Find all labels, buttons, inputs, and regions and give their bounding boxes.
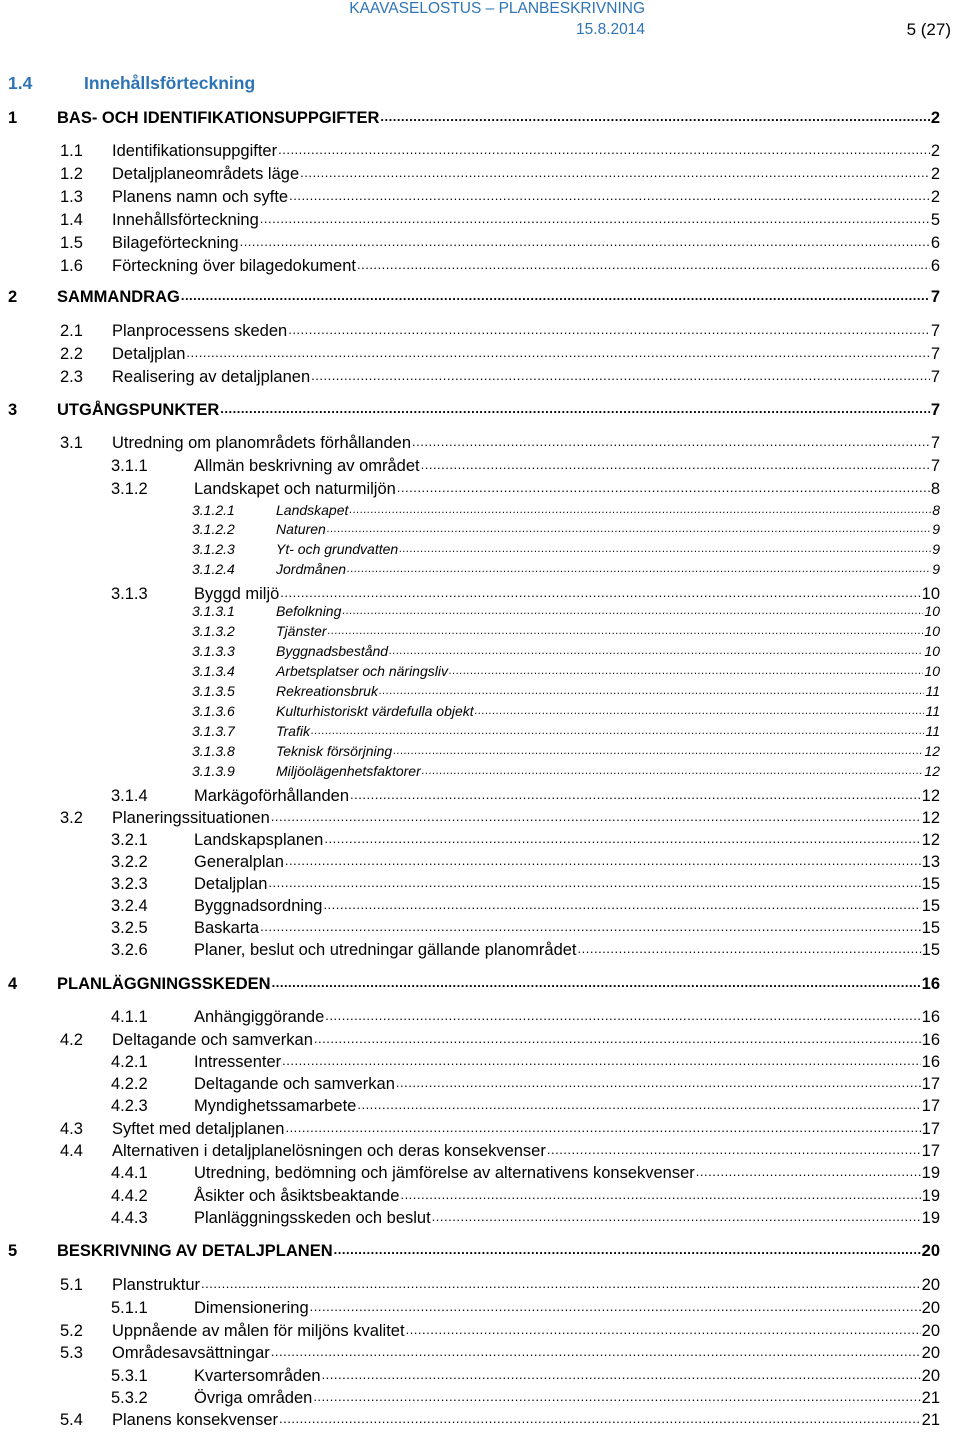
toc-dot-leader	[311, 365, 930, 382]
toc-entry-number: 4	[8, 974, 18, 993]
toc-dot-leader	[288, 319, 930, 336]
toc-entry-page: 9	[932, 541, 940, 557]
toc-entry-title: Övriga områden	[194, 1388, 313, 1407]
toc-entry[interactable]	[60, 1319, 940, 1340]
toc-entry-title: Jordmånen	[276, 561, 347, 577]
toc-dot-leader	[380, 106, 929, 123]
toc-entry[interactable]	[111, 1161, 940, 1182]
toc-entry-number: 5.2	[60, 1321, 83, 1340]
toc-entry[interactable]	[111, 828, 940, 849]
toc-entry[interactable]	[192, 722, 940, 739]
toc-entry-number: 4.4.2	[111, 1186, 148, 1205]
toc-dot-leader	[285, 1117, 920, 1134]
toc-entry-page: 15	[921, 940, 940, 959]
toc-dot-leader	[311, 722, 924, 736]
toc-entry-page: 2	[930, 108, 940, 127]
toc-entry-number: 3.1.3.4	[192, 663, 235, 679]
toc-entry-page: 8	[930, 479, 940, 498]
toc-entry-page: 2	[930, 187, 940, 206]
toc-entry[interactable]	[192, 642, 940, 659]
toc-entry[interactable]	[192, 682, 940, 699]
toc-entry-title: Dimensionering	[194, 1298, 309, 1317]
toc-entry-title: Uppnående av målen för miljöns kvalitet	[112, 1321, 405, 1340]
toc-entry-title: Intressenter	[194, 1052, 282, 1071]
toc-entry-page: 20	[921, 1343, 940, 1362]
toc-dot-leader	[300, 162, 930, 179]
toc-entry-title: Markägoförhållanden	[194, 786, 350, 805]
toc-dot-leader	[400, 1184, 920, 1201]
toc-entry-title: Detaljplaneområdets läge	[112, 164, 300, 183]
toc-entry[interactable]	[60, 208, 940, 229]
toc-entry-title: Trafik	[276, 723, 310, 739]
toc-entry-title: Byggnadsbestånd	[276, 643, 389, 659]
toc-entry-page: 2	[930, 141, 940, 160]
toc-entry-number: 4.1.1	[111, 1007, 148, 1026]
toc-entry[interactable]	[111, 784, 940, 805]
section-heading-title: Innehållsförteckning	[84, 73, 256, 93]
toc-entry-number: 3.1.3.7	[192, 723, 235, 739]
toc-entry-number: 3.1.4	[111, 786, 148, 805]
toc-entry-title: Kulturhistoriskt värdefulla objekt	[276, 703, 474, 719]
toc-entry-page: 11	[925, 703, 940, 719]
toc-entry-number: 5.3	[60, 1343, 83, 1362]
toc-entry-page: 2	[930, 164, 940, 183]
toc-entry-page: 7	[930, 344, 940, 363]
toc-entry-number: 5.4	[60, 1410, 83, 1429]
header-page-number: 5 (27)	[906, 20, 951, 39]
toc-entry-title: Planstruktur	[112, 1275, 201, 1294]
toc-entry-page: 6	[930, 233, 940, 252]
toc-dot-leader	[323, 894, 920, 911]
toc-dot-leader	[201, 1273, 921, 1290]
toc-entry-title: Planens namn och syfte	[112, 187, 289, 206]
toc-dot-leader	[313, 1386, 920, 1403]
toc-entry-page: 11	[925, 683, 940, 699]
toc-entry-title: Områdesavsättningar	[112, 1343, 270, 1362]
toc-entry-page: 12	[921, 786, 940, 805]
toc-entry-number: 1.6	[60, 256, 83, 275]
toc-entry[interactable]	[111, 477, 940, 498]
toc-dot-leader	[696, 1161, 921, 1178]
toc-entry-title: UTGÅNGSPUNKTER	[57, 400, 220, 419]
toc-entry-title: Tjänster	[276, 623, 327, 639]
toc-entry-page: 21	[921, 1388, 940, 1407]
toc-entry[interactable]	[8, 972, 940, 993]
toc-entry-title: Generalplan	[194, 852, 284, 871]
toc-entry-number: 3.1.3	[111, 584, 148, 603]
toc-dot-leader	[399, 540, 931, 554]
toc-dot-leader	[271, 806, 921, 823]
toc-entry[interactable]	[8, 398, 940, 419]
toc-dot-leader	[268, 872, 920, 889]
toc-entry-number: 3.1	[60, 433, 83, 452]
toc-entry-page: 16	[921, 1030, 940, 1049]
toc-dot-leader	[547, 1139, 921, 1156]
toc-entry-page: 11	[925, 723, 940, 739]
toc-entry-title: Syftet med detaljplanen	[112, 1119, 285, 1138]
toc-entry-page: 21	[921, 1410, 940, 1429]
toc-entry-page: 20	[921, 1241, 940, 1260]
toc-entry-number: 1.5	[60, 233, 83, 252]
toc-entry-page: 10	[924, 603, 940, 619]
toc-entry-title: Planer, beslut och utredningar gällande planområdet	[194, 940, 577, 959]
toc-entry-title: Planläggningsskeden och beslut	[194, 1208, 431, 1227]
toc-entry-number: 3.1.3.8	[192, 743, 235, 759]
toc-entry-page: 7	[930, 400, 940, 419]
header-document-title: KAAVASELOSTUS – PLANBESKRIVNING	[349, 0, 645, 17]
toc-entry-title: Landskapet och naturmiljön	[194, 479, 396, 498]
toc-entry[interactable]	[192, 540, 940, 557]
toc-entry-title: SAMMANDRAG	[57, 287, 180, 306]
toc-dot-leader	[282, 1050, 921, 1067]
toc-entry-title: BAS- OCH IDENTIFIKATIONSUPPGIFTER	[57, 108, 380, 127]
toc-dot-leader	[322, 1364, 921, 1381]
toc-entry-number: 4.2.3	[111, 1096, 148, 1115]
toc-entry-number: 4.4	[60, 1141, 83, 1160]
toc-entry-number: 3.2.4	[111, 896, 148, 915]
toc-entry-number: 3.2.1	[111, 830, 148, 849]
toc-entry[interactable]	[60, 1273, 940, 1294]
toc-entry-title: Innehållsförteckning	[112, 210, 259, 229]
toc-entry[interactable]	[60, 806, 940, 827]
toc-entry-page: 13	[921, 852, 940, 871]
toc-entry-title: Alternativen i detaljplanelösningen och deras konsekvenser	[112, 1141, 546, 1160]
toc-entry-title: Deltagande och samverkan	[194, 1074, 395, 1093]
toc-dot-leader	[260, 208, 930, 225]
toc-entry-page: 10	[924, 663, 940, 679]
toc-dot-leader	[347, 560, 931, 574]
toc-entry-number: 3.1.2.2	[192, 521, 235, 537]
toc-dot-leader	[271, 1341, 921, 1358]
toc-entry-number: 2.3	[60, 367, 83, 386]
toc-entry-title: Miljöolägenhetsfaktorer	[276, 763, 421, 779]
toc-entry[interactable]	[60, 185, 940, 206]
toc-entry-title: Utredning, bedömning och jämförelse av alternativens konsekvenser	[194, 1163, 695, 1182]
toc-entry-number: 4.2.1	[111, 1052, 148, 1071]
toc-entry-number: 3.1.2	[111, 479, 148, 498]
toc-dot-leader	[421, 454, 930, 471]
toc-entry[interactable]	[60, 319, 940, 340]
toc-entry-title: Realisering av detaljplanen	[112, 367, 311, 386]
toc-entry-number: 3.1.3.6	[192, 703, 235, 719]
toc-entry-title: Åsikter och åsiktsbeaktande	[194, 1186, 400, 1205]
toc-entry-page: 16	[921, 974, 940, 993]
toc-entry-page: 19	[921, 1208, 940, 1227]
toc-entry[interactable]	[111, 894, 940, 915]
toc-entry-number: 1.1	[60, 141, 83, 160]
toc-dot-leader	[422, 762, 924, 776]
toc-dot-leader	[181, 285, 930, 302]
toc-dot-leader	[220, 398, 930, 415]
toc-entry-title: Teknisk försörjning	[276, 743, 393, 759]
toc-entry-number: 2.2	[60, 344, 83, 363]
toc-entry[interactable]	[60, 1408, 940, 1429]
toc-entry-title: Planprocessens skeden	[112, 321, 288, 340]
toc-entry-number: 2	[8, 287, 18, 306]
toc-dot-leader	[389, 642, 923, 656]
toc-entry-page: 17	[921, 1096, 940, 1115]
toc-entry-number: 1.3	[60, 187, 83, 206]
toc-entry-page: 7	[930, 433, 940, 452]
toc-entry-title: Byggd miljö	[194, 584, 280, 603]
toc-entry[interactable]	[60, 162, 940, 183]
toc-dot-leader	[396, 1072, 921, 1089]
toc-entry-page: 17	[921, 1119, 940, 1138]
toc-dot-leader	[278, 139, 930, 156]
toc-entry[interactable]	[111, 872, 940, 893]
toc-dot-leader	[357, 254, 930, 271]
toc-entry[interactable]	[60, 231, 940, 252]
toc-dot-leader	[314, 1028, 921, 1045]
toc-entry-number: 3.1.2.1	[192, 502, 235, 518]
toc-entry-number: 5	[8, 1241, 18, 1260]
toc-entry-page: 20	[921, 1275, 940, 1294]
toc-dot-leader	[393, 742, 923, 756]
toc-entry-number: 3	[8, 400, 18, 419]
toc-entry-number: 3.2.6	[111, 940, 148, 959]
toc-entry-number: 3.2	[60, 808, 83, 827]
toc-entry-page: 12	[924, 763, 940, 779]
toc-entry-number: 3.2.2	[111, 852, 148, 871]
toc-entry-title: BESKRIVNING AV DETALJPLANEN	[57, 1241, 333, 1260]
toc-entry[interactable]	[111, 582, 940, 603]
toc-dot-leader	[272, 972, 921, 989]
toc-entry-page: 7	[930, 456, 940, 475]
toc-entry-page: 16	[921, 1007, 940, 1026]
toc-entry-title: Rekreationsbruk	[276, 683, 378, 699]
toc-entry-page: 10	[924, 623, 940, 639]
toc-entry-title: Detaljplan	[194, 874, 268, 893]
toc-entry-number: 4.2	[60, 1030, 83, 1049]
toc-entry-number: 4.4.3	[111, 1208, 148, 1227]
toc-entry-page: 9	[932, 561, 940, 577]
toc-dot-leader	[412, 431, 930, 448]
toc-entry-number: 3.1.1	[111, 456, 148, 475]
toc-entry[interactable]	[111, 1386, 940, 1407]
toc-entry-title: Landskapet	[276, 502, 349, 518]
section-heading-number: 1.4	[8, 73, 33, 93]
toc-dot-leader	[449, 662, 923, 676]
toc-entry-title: Yt- och grundvatten	[276, 541, 399, 557]
toc-entry[interactable]	[192, 762, 940, 779]
toc-entry-page: 17	[921, 1074, 940, 1093]
toc-entry-page: 9	[932, 521, 940, 537]
toc-entry-page: 20	[921, 1321, 940, 1340]
toc-entry[interactable]	[60, 1117, 940, 1138]
toc-dot-leader	[279, 1408, 921, 1425]
toc-entry-title: Identifikationsuppgifter	[112, 141, 278, 160]
section-heading	[8, 73, 255, 94]
toc-dot-leader	[310, 1296, 921, 1313]
toc-entry-title: Landskapsplanen	[194, 830, 324, 849]
toc-entry[interactable]	[192, 501, 940, 518]
toc-entry[interactable]	[192, 560, 940, 577]
toc-entry-number: 3.2.5	[111, 918, 148, 937]
toc-dot-leader	[350, 784, 921, 801]
toc-dot-leader	[260, 916, 921, 933]
toc-entry[interactable]	[60, 139, 940, 160]
toc-entry-page: 19	[921, 1163, 940, 1182]
toc-entry[interactable]	[60, 431, 940, 452]
toc-entry[interactable]	[111, 1005, 940, 1026]
toc-entry-number: 4.2.2	[111, 1074, 148, 1093]
toc-dot-leader	[432, 1206, 921, 1223]
toc-entry[interactable]	[60, 365, 940, 386]
toc-entry-page: 8	[932, 502, 940, 518]
toc-entry-number: 3.1.2.3	[192, 541, 235, 557]
toc-entry-page: 7	[930, 367, 940, 386]
toc-entry[interactable]	[192, 602, 940, 619]
toc-dot-leader	[334, 1239, 921, 1256]
toc-dot-leader	[357, 1094, 920, 1111]
toc-entry-title: Befolkning	[276, 603, 342, 619]
toc-entry-title: Baskarta	[194, 918, 260, 937]
toc-entry-title: Arbetsplatser och näringsliv	[276, 663, 448, 679]
toc-dot-leader	[406, 1319, 921, 1336]
toc-entry-page: 10	[924, 643, 940, 659]
toc-entry-title: Byggnadsordning	[194, 896, 323, 915]
toc-entry-number: 5.3.2	[111, 1388, 148, 1407]
toc-entry[interactable]	[111, 1364, 940, 1385]
toc-entry-title: Förteckning över bilagedokument	[112, 256, 356, 275]
toc-entry[interactable]	[111, 1094, 940, 1115]
toc-entry-number: 2.1	[60, 321, 83, 340]
toc-dot-leader	[186, 342, 929, 359]
toc-entry[interactable]	[60, 1139, 940, 1160]
toc-entry-title: Bilageförteckning	[112, 233, 239, 252]
toc-entry[interactable]	[60, 1341, 940, 1362]
toc-entry[interactable]	[8, 285, 940, 306]
toc-entry-number: 1.4	[60, 210, 83, 229]
toc-entry-number: 5.1.1	[111, 1298, 148, 1317]
toc-entry-page: 12	[924, 743, 940, 759]
toc-entry-title: Anhängiggörande	[194, 1007, 325, 1026]
toc-entry-title: Utredning om planområdets förhållanden	[112, 433, 412, 452]
toc-entry-page: 6	[930, 256, 940, 275]
toc-entry-page: 20	[921, 1298, 940, 1317]
toc-dot-leader	[349, 501, 931, 515]
toc-entry[interactable]	[111, 1296, 940, 1317]
toc-entry[interactable]	[111, 1184, 940, 1205]
toc-dot-leader	[475, 702, 925, 716]
toc-entry-page: 5	[930, 210, 940, 229]
toc-entry[interactable]	[192, 702, 940, 719]
toc-entry-number: 3.1.3.5	[192, 683, 235, 699]
toc-entry-number: 5.1	[60, 1275, 83, 1294]
toc-entry[interactable]	[60, 254, 940, 275]
toc-entry[interactable]	[60, 1028, 940, 1049]
toc-entry-title: Kvartersområden	[194, 1366, 321, 1385]
toc-entry-page: 19	[921, 1186, 940, 1205]
toc-entry[interactable]	[111, 1072, 940, 1093]
toc-dot-leader	[280, 582, 920, 599]
toc-entry-page: 12	[921, 830, 940, 849]
toc-entry-page: 12	[921, 808, 940, 827]
toc-entry-number: 3.1.2.4	[192, 561, 235, 577]
toc-entry[interactable]	[111, 938, 940, 959]
toc-dot-leader	[325, 1005, 920, 1022]
toc-entry-number: 4.4.1	[111, 1163, 148, 1182]
toc-entry[interactable]	[8, 106, 940, 127]
toc-entry-number: 3.2.3	[111, 874, 148, 893]
toc-entry-title: Planens konsekvenser	[112, 1410, 279, 1429]
toc-entry-page: 20	[921, 1366, 940, 1385]
toc-entry-page: 15	[921, 896, 940, 915]
toc-entry[interactable]	[192, 622, 940, 639]
toc-entry[interactable]	[111, 850, 940, 871]
toc-entry-page: 7	[930, 287, 940, 306]
toc-entry-title: Naturen	[276, 521, 326, 537]
toc-entry-page: 7	[930, 321, 940, 340]
toc-dot-leader	[289, 185, 930, 202]
toc-entry-number: 1	[8, 108, 18, 127]
toc-entry-page: 17	[921, 1141, 940, 1160]
toc-entry-title: PLANLÄGGNINGSSKEDEN	[57, 974, 271, 993]
toc-entry[interactable]	[111, 454, 940, 475]
toc-entry-title: Detaljplan	[112, 344, 186, 363]
toc-entry[interactable]	[192, 742, 940, 759]
toc-entry[interactable]	[111, 916, 940, 937]
toc-entry-number: 3.1.3.9	[192, 763, 235, 779]
toc-dot-leader	[397, 477, 930, 494]
toc-dot-leader	[327, 520, 931, 534]
toc-entry[interactable]	[60, 342, 940, 363]
toc-entry-number: 4.3	[60, 1119, 83, 1138]
toc-entry-number: 1.2	[60, 164, 83, 183]
toc-entry-title: Planeringssituationen	[112, 808, 270, 827]
header-date: 15.8.2014	[576, 21, 645, 38]
toc-entry[interactable]	[192, 520, 940, 537]
toc-entry-number: 3.1.3.1	[192, 603, 235, 619]
toc-entry-title: Allmän beskrivning av området	[194, 456, 420, 475]
toc-entry[interactable]	[8, 1239, 940, 1260]
toc-entry-title: Myndighetssamarbete	[194, 1096, 357, 1115]
toc-entry-page: 10	[921, 584, 940, 603]
toc-entry-page: 16	[921, 1052, 940, 1071]
toc-dot-leader	[240, 231, 930, 248]
toc-entry[interactable]	[192, 662, 940, 679]
toc-dot-leader	[379, 682, 925, 696]
toc-dot-leader	[324, 828, 920, 845]
toc-entry-number: 3.1.3.2	[192, 623, 235, 639]
toc-entry-number: 3.1.3.3	[192, 643, 235, 659]
toc-dot-leader	[328, 622, 924, 636]
toc-dot-leader	[285, 850, 921, 867]
toc-entry-page: 15	[921, 918, 940, 937]
toc-entry[interactable]	[111, 1050, 940, 1071]
toc-entry-page: 15	[921, 874, 940, 893]
toc-entry[interactable]	[111, 1206, 940, 1227]
toc-entry-title: Deltagande och samverkan	[112, 1030, 313, 1049]
toc-entry-number: 5.3.1	[111, 1366, 148, 1385]
toc-dot-leader	[578, 938, 921, 955]
toc-dot-leader	[342, 602, 923, 616]
